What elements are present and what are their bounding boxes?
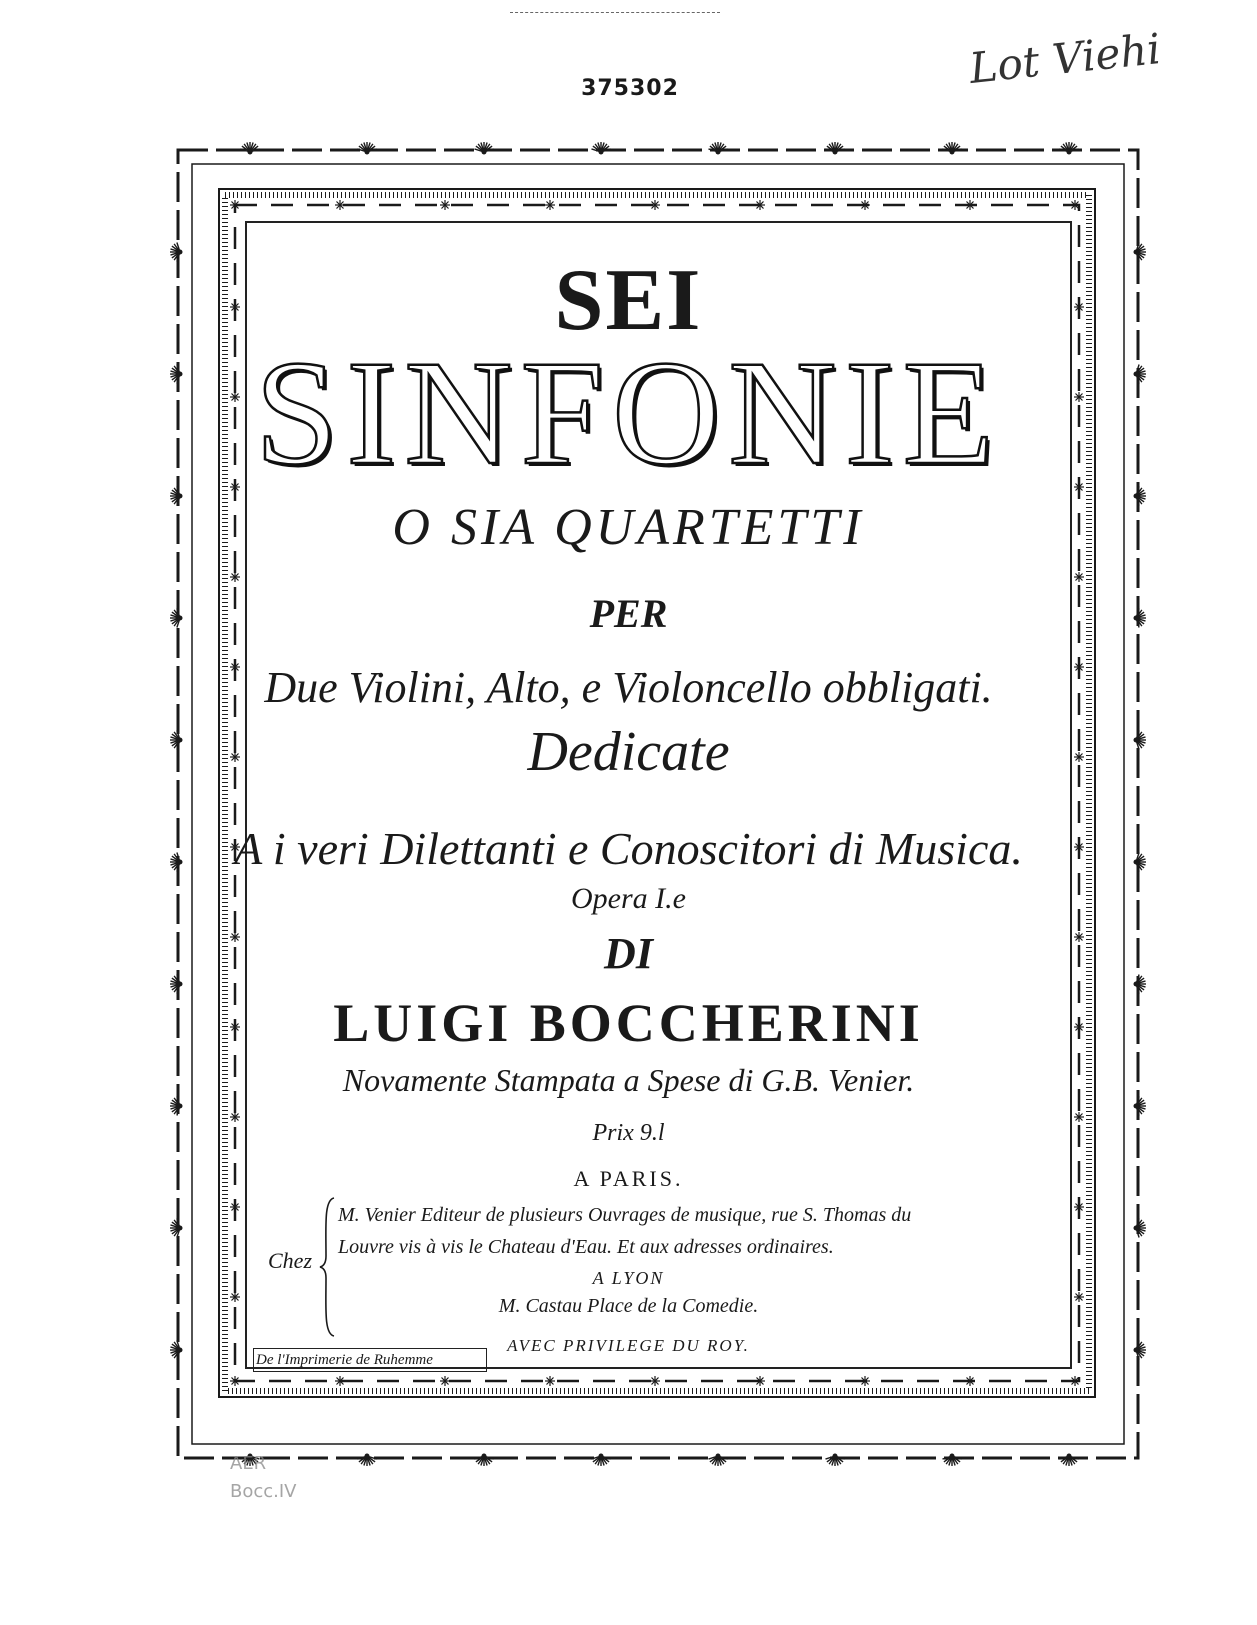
star-ornament-icon [440, 1376, 450, 1386]
star-ornament-icon [755, 1376, 765, 1386]
top-rule [510, 12, 720, 13]
imprint-lyon-seller: M. Castau Place de la Comedie. [498, 1295, 759, 1317]
star-ornament-icon [545, 1376, 555, 1386]
imprint-city-paris: A PARIS. [573, 1166, 684, 1191]
star-ornament-icon [965, 200, 975, 210]
opus-number: Opera I.e [571, 882, 686, 915]
star-ornament-icon [1074, 1202, 1084, 1212]
price: Prix 9.l [592, 1120, 665, 1146]
per-label: PER [589, 591, 668, 636]
instrumentation: Due Violini, Alto, e Violoncello obbligati. [264, 663, 993, 712]
dedicatees: A i veri Dilettanti e Conoscitori di Musica. [234, 823, 1023, 874]
shelfmark-line: Bocc.IV [230, 1481, 297, 1502]
star-ornament-icon [650, 200, 660, 210]
shell-ornament-icon [943, 1454, 962, 1467]
star-ornament-icon [755, 200, 765, 210]
shell-ornament-icon [1134, 1219, 1147, 1238]
star-ornament-icon [335, 200, 345, 210]
catalog-number: 375302 [581, 76, 679, 101]
imprint-address-line-1: M. Venier Editeur de plusieurs Ouvrages de musique, rue S. Thomas du [338, 1204, 912, 1226]
shell-ornament-icon [170, 1219, 183, 1238]
shell-ornament-icon [592, 142, 611, 155]
di-label: DI [604, 929, 653, 978]
star-ornament-icon [335, 1376, 345, 1386]
shell-ornament-icon [1060, 1454, 1079, 1467]
star-ornament-icon [965, 1376, 975, 1386]
imprint-chez: Chez [268, 1248, 312, 1273]
shell-ornament-icon [170, 1097, 183, 1116]
star-ornament-icon [230, 1202, 240, 1212]
shelfmark-line: AER [230, 1453, 267, 1474]
shell-ornament-icon [358, 1454, 377, 1467]
imprint-address-line-2: Louvre vis à vis le Chateau d'Eau. Et aux adresses ordinaires. [338, 1236, 834, 1258]
shell-ornament-icon [1134, 1097, 1147, 1116]
star-ornament-icon [1070, 1376, 1080, 1386]
star-ornament-icon [860, 1376, 870, 1386]
shell-ornament-icon [475, 1454, 494, 1467]
shell-ornament-icon [592, 1454, 611, 1467]
royal-privilege: AVEC PRIVILEGE DU ROY. [507, 1336, 750, 1355]
shell-ornament-icon [475, 142, 494, 155]
engraver-credit: De l'Imprimerie de Ruhemme [253, 1348, 487, 1372]
imprint-city-lyon: A LYON [592, 1268, 665, 1288]
subtitle: O SIA QUARTETTI [392, 499, 865, 556]
dedication-heading: Dedicate [527, 721, 730, 783]
shell-ornament-icon [826, 1454, 845, 1467]
shell-ornament-icon [826, 142, 845, 155]
publisher-line: Novamente Stampata a Spese di G.B. Venier. [342, 1062, 915, 1098]
star-ornament-icon [650, 1376, 660, 1386]
star-ornament-icon [1070, 200, 1080, 210]
shell-ornament-icon [358, 142, 377, 155]
star-ornament-icon [440, 200, 450, 210]
star-ornament-icon [545, 200, 555, 210]
star-ornament-icon [230, 200, 240, 210]
star-ornament-icon [1074, 572, 1084, 582]
shell-ornament-icon [241, 142, 260, 155]
shell-ornament-icon [1060, 142, 1079, 155]
handwritten-note: Lot Viehi [967, 24, 1163, 93]
star-ornament-icon [230, 572, 240, 582]
star-ornament-icon [230, 1376, 240, 1386]
title-line-sei: SEI [554, 252, 703, 349]
library-shelfmark [230, 1450, 340, 1506]
shell-ornament-icon [709, 1454, 728, 1467]
title-line-sinfonie: SINFONIE [254, 330, 1003, 496]
composer-name: LUIGI BOCCHERINI [333, 993, 924, 1053]
shell-ornament-icon [709, 142, 728, 155]
shell-ornament-icon [943, 142, 962, 155]
star-ornament-icon [860, 200, 870, 210]
